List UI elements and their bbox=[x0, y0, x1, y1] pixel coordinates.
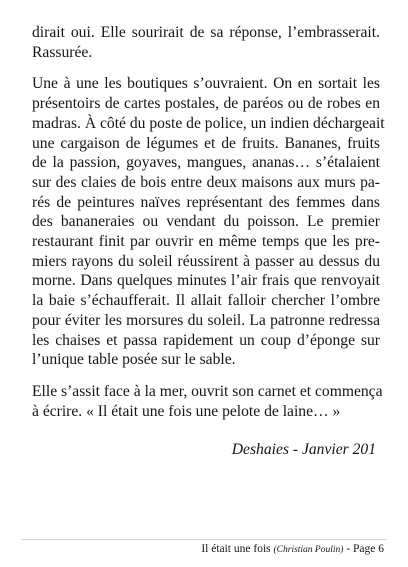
paragraph-3 bbox=[32, 382, 383, 421]
page-footer bbox=[201, 543, 384, 555]
text-line: miers rayons du soleil réussirent à passer au dessus du bbox=[32, 252, 380, 270]
text-line: Une à une les boutiques s’ouvraient. On en sortait les bbox=[32, 75, 380, 93]
footer-page-number: - Page 6 bbox=[346, 543, 384, 555]
text-line: pour éviter les morsures du soleil. La patronne redressa bbox=[32, 311, 380, 329]
footer-author: (Christian Poulin) bbox=[273, 545, 344, 555]
text-line: madras. À côté du poste de police, un indien déchargeait bbox=[32, 114, 385, 132]
text-line: une cargaison de légumes et de fruits. Bananes, fruits bbox=[32, 134, 380, 152]
text-line: Elle s’assit face à la mer, ouvrit son carnet et commença bbox=[32, 382, 383, 400]
text-line: présentoirs de cartes postales, de paréos ou de robes en bbox=[32, 95, 380, 113]
text-line: de la passion, goyaves, mangues, ananas… s’étalaient bbox=[32, 154, 380, 172]
text-line: restaurant finit par ouvrir en même temps que les pre- bbox=[32, 233, 380, 251]
signature-line: Deshaies - Janvier 201 bbox=[231, 441, 376, 458]
text-line: sur des claies de bois entre deux maisons aux murs pa- bbox=[32, 173, 380, 191]
text-line: morne. Dans quelques minutes l’air frais que renvoyait bbox=[32, 272, 380, 290]
text-line: des bananeraies ou vendant du poisson. Le premier bbox=[32, 213, 380, 231]
text-line: les chaises et passa rapidement un coup d’éponge sur bbox=[32, 331, 380, 349]
text-line: à écrire. « Il était une fois une pelote de laine… » bbox=[32, 402, 341, 420]
paragraph-1 bbox=[32, 23, 380, 62]
text-line: dirait oui. Elle sourirait de sa réponse, l’embrasserait. bbox=[32, 24, 380, 41]
footer-divider bbox=[22, 539, 386, 540]
text-line: l’unique table posée sur le sable. bbox=[32, 351, 236, 369]
body-text bbox=[32, 23, 385, 421]
text-line: rés de peintures naïves représentant des femmes dans bbox=[32, 193, 380, 211]
text-line: Rassurée. bbox=[32, 43, 93, 61]
footer-title: Il était une fois bbox=[201, 543, 271, 555]
text-line: la baie s’échaufferait. Il allait falloir chercher l’ombre bbox=[32, 292, 380, 310]
paragraph-2 bbox=[32, 74, 385, 370]
